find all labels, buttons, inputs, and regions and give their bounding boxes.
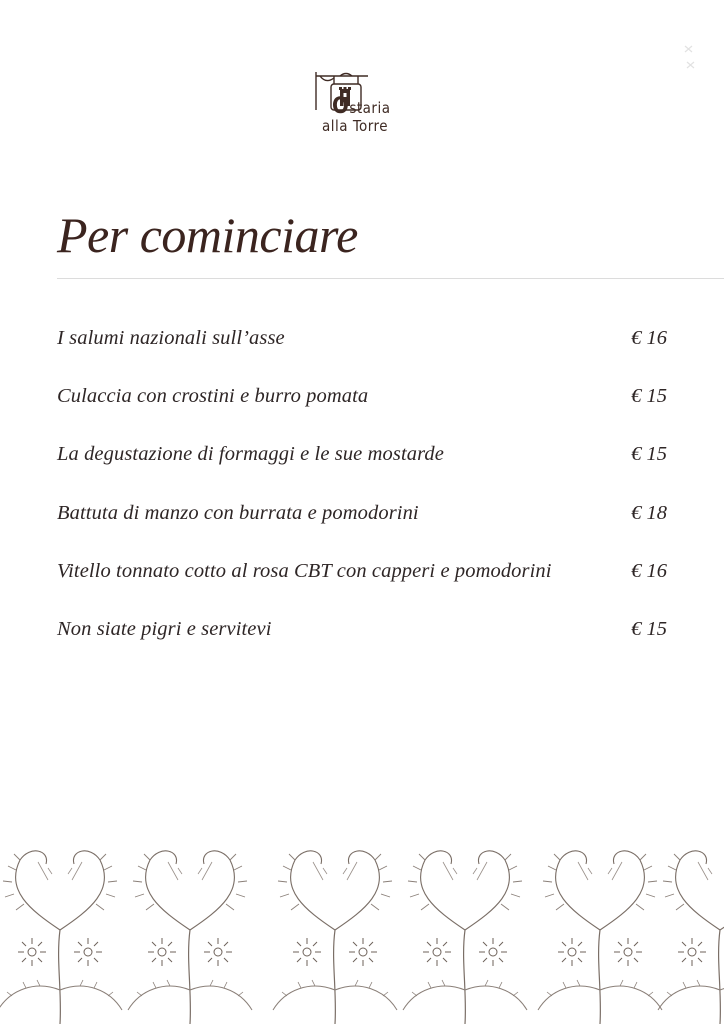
dish-price: € 15 [631,443,667,465]
logo-initial: O [332,94,350,119]
dish-price: € 16 [631,560,667,582]
menu-item [57,502,671,532]
dish-name: Battuta di manzo con burrata e pomodorini [57,502,419,524]
restaurant-logo [310,70,420,140]
menu-item [57,443,671,473]
logo-wordmark-line1 [332,94,390,119]
menu-item [57,618,671,648]
dish-name: Vitello tonnato cotto al rosa CBT con capperi e pomodorini [57,560,552,582]
dish-price: € 15 [631,385,667,407]
logo-wordmark-line2: alla Torre [322,117,389,135]
section-title: Per cominciare [57,207,358,263]
logo-word: staria [349,99,391,117]
dish-name: La degustazione di formaggi e le sue mostarde [57,443,444,465]
dish-price: € 15 [631,618,667,640]
section-divider [57,278,724,279]
menu-item [57,560,671,590]
floral-ornament-pattern [0,840,724,1024]
dish-name: I salumi nazionali sull’asse [57,327,285,349]
dish-price: € 16 [631,327,667,349]
menu-item [57,385,671,415]
dish-price: € 18 [631,502,667,524]
corner-mark-icon [682,42,698,72]
dish-name: Culaccia con crostini e burro pomata [57,385,369,407]
dish-name: Non siate pigri e servitevi [57,618,272,640]
menu-item [57,327,671,357]
